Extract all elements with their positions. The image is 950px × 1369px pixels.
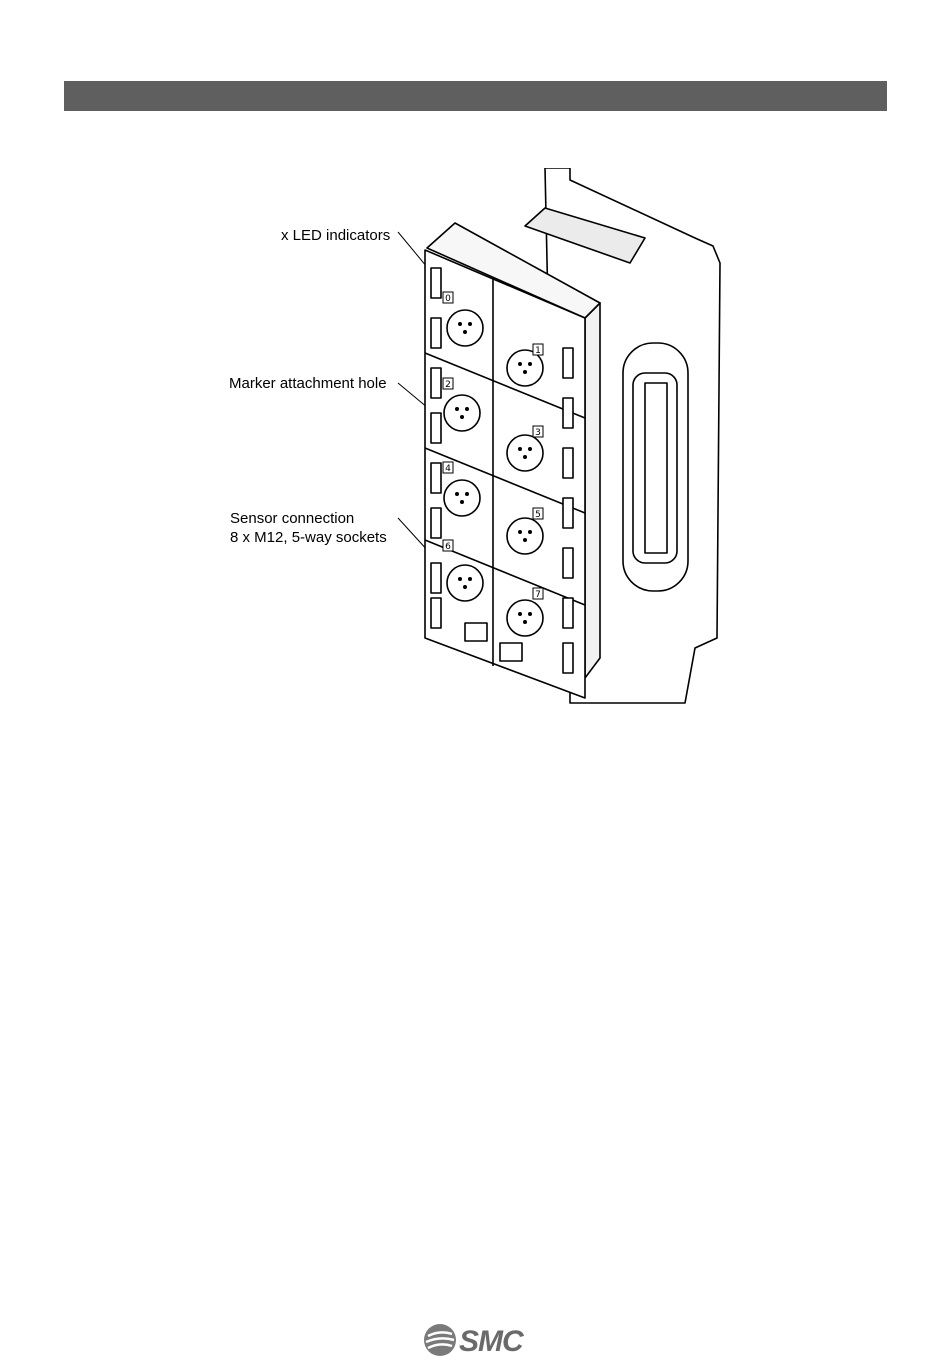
port-label-5: 5 [535,510,541,520]
marker-attachment-hole-label: Marker attachment hole [229,375,387,392]
port-label-7: 7 [535,590,541,600]
port-label-0: 0 [445,294,451,304]
sensor-connection-line1: Sensor connection [230,510,355,527]
led-indicators-label: x LED indicators [281,227,391,244]
port-label-6: 6 [445,542,451,552]
port-label-3: 3 [535,428,541,438]
port-label-1: 1 [535,346,541,356]
io-module-drawing [395,168,735,708]
sensor-connection-label [230,509,387,547]
port-label-4: 4 [445,464,451,474]
sensor-connection-line2: 8 x M12, 5-way sockets [230,529,387,546]
smc-logo-text: SMC [459,1325,523,1358]
port-label-2: 2 [445,380,451,390]
